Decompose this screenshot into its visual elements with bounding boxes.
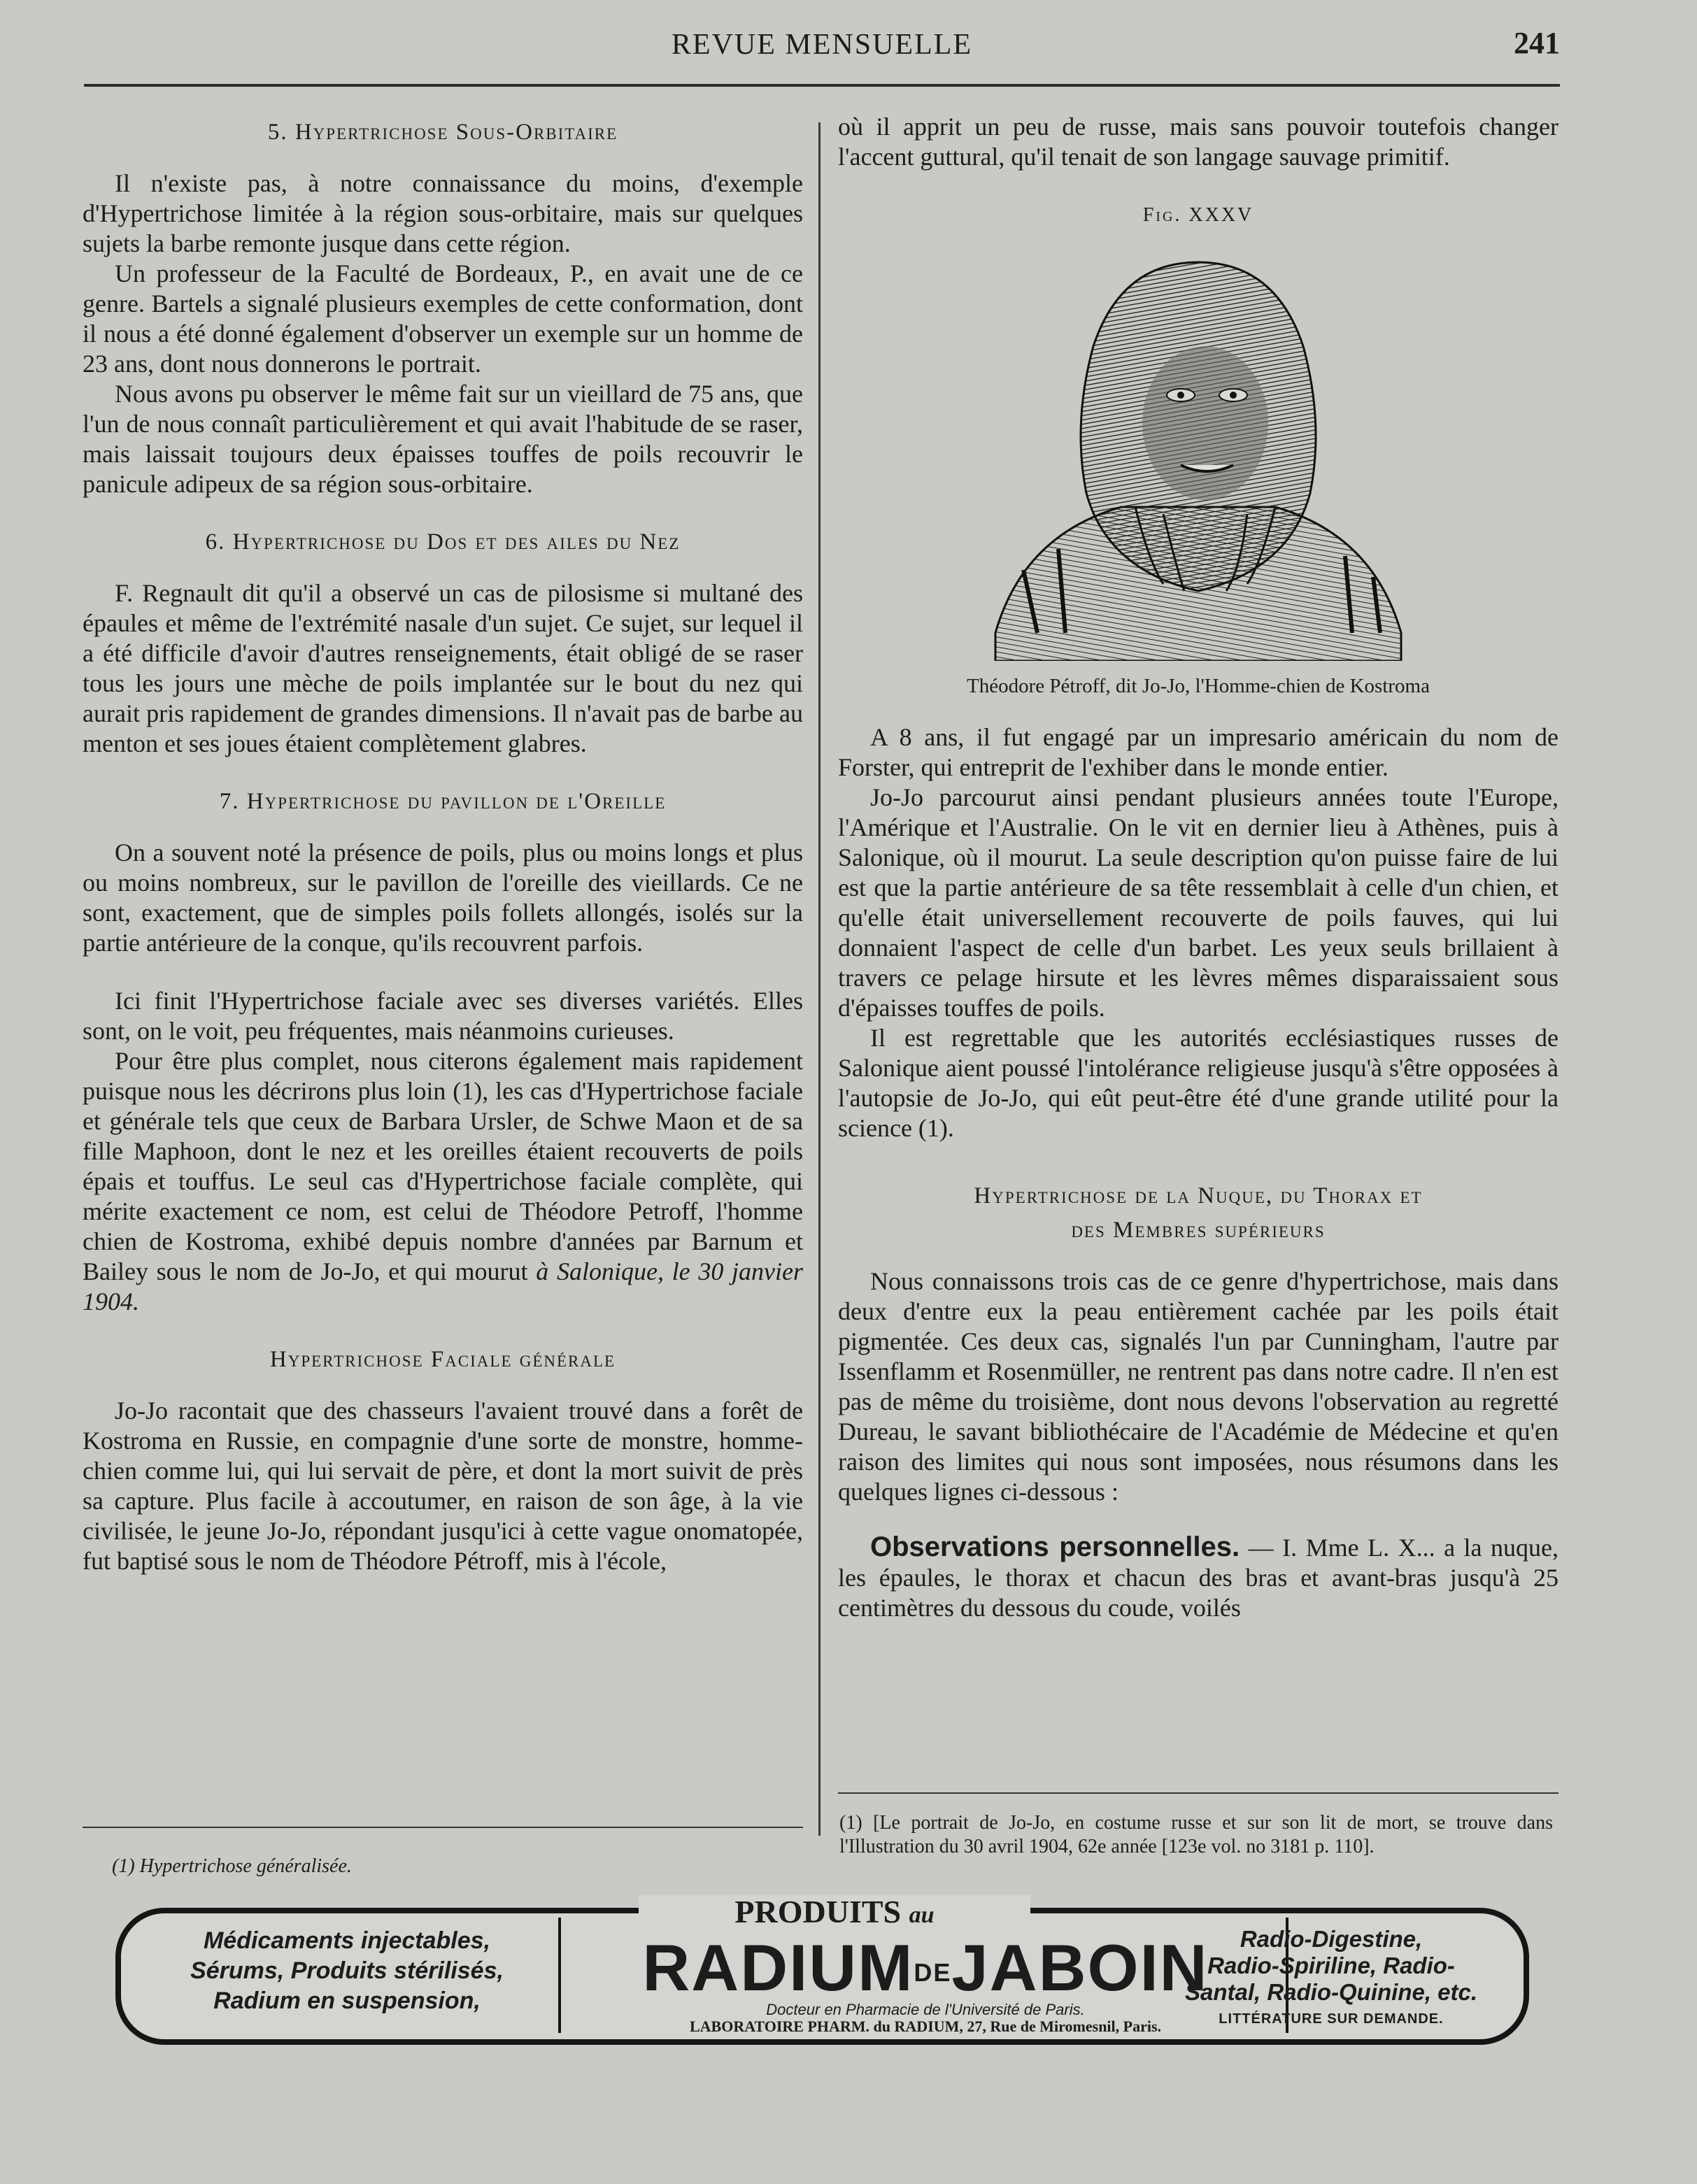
footnote: (1) [Le portrait de Jo-Jo, en costume russe et sur son lit de mort, se trouve dans l'Illustration du 30 avril 1904, 62e année [123e vol. no 3181 p. 110]. [839, 1812, 1553, 1857]
portrait-illustration [981, 241, 1415, 661]
radium-advertisement [115, 1894, 1529, 2045]
date-italic: à Salonique, le 30 janvier 1904. [83, 1257, 804, 1315]
ad-left-block [148, 1926, 546, 2016]
paragraph-text: Pour être plus complet, nous citerons également mais rapidement puisque nous les décrirons plus loin (1), les cas d'Hypertrichose faciale et générale tels que ceux de Barbara Ursler, de Schwe Maon et de sa fille Maphoon, dont le nez et les oreilles étaient recouverts de poils épais et touffus. Le seul cas d'Hypertrichose faciale complète, qui mérite exactement ce nom, est celui de Théodore Petroff, l'homme chien de Kostroma, exhibé depuis nombre d'années par Barnum et Bailey sous le nom de Jo-Jo, et qui mourut [83, 1047, 803, 1285]
footnote: (1) Hypertrichose généralisée. [112, 1855, 352, 1877]
ad-right-block [1167, 1926, 1496, 2032]
paragraph [83, 1046, 803, 1317]
section-heading: Hypertrichose de la Nuque, du Thorax et [974, 1183, 1423, 1208]
figure-caption: Théodore Pétroff, dit Jo-Jo, l'Homme-chien de Kostroma [967, 675, 1430, 697]
ad-top-banner [639, 1895, 1030, 1929]
brand-radium: RADIUM [642, 1931, 914, 2004]
paragraph: où il apprit un peu de russe, mais sans pouvoir toutefois changer l'accent guttural, qu'il tenait de son langage sauvage primitif. [838, 113, 1558, 171]
ad-right-line: Santal, Radio-Quinine, etc. [1184, 1979, 1478, 2005]
page-header [84, 15, 1560, 71]
ad-right-line: Radio-Digestine, [1240, 1926, 1423, 1952]
paragraph: Nous avons pu observer le même fait sur un vieillard de 75 ans, que l'un de nous connaît particulièrement et qui avait l'habitude de se raser, mais laissait toujours deux épaisses touffes de poils recouvrir le panicule adipeux de sa région sous-orbitaire. [83, 380, 803, 498]
paragraph: Jo-Jo racontait que des chasseurs l'avaient trouvé dans a forêt de Kostroma en Russie, en compagnie d'une sorte de monstre, homme-chien comme lui, qui lui servait de père, et dont la mort suivit de près sa capture. Plus facile à accoutumer, en raison de son âge, à la vie civilisée, le jeune Jo-Jo, répondant jusqu'ici à cette vague onomatopée, fut baptisé sous le nom de Théodore Pétroff, mis à l'école, [83, 1397, 803, 1575]
paragraph: On a souvent noté la présence de poils, plus ou moins longs et plus ou moins nombreux, sur le pavillon de l'oreille des vieillards. Ce ne sont, exactement, que de simples poils follets allongés, isolés sur la partie antérieure de la conque, qu'ils recouvrent parfois. [83, 838, 803, 957]
paragraph: Il n'existe pas, à notre connaissance du moins, d'exemple d'Hypertrichose limitée à la région sous-orbitaire, mais sur quelques sujets la barbe remonte jusque dans cette région. [83, 169, 803, 257]
ad-literature-note: LITTÉRATURE SUR DEMANDE. [1219, 2011, 1444, 2027]
page-number: 241 [1514, 26, 1560, 60]
paragraph: F. Regnault dit qu'il a observé un cas de pilosisme si multané des épaules et même de l'extrémité nasale d'un sujet. Ce sujet, sur lequel il a été difficile d'avoir d'autres renseignements, était obligé de se raser tous les jours une mèche de poils implantée sur le bout du nez qui aurait pris rapidement de grandes dimensions. Il n'avait pas de barbe au menton et ses joues étaient complètement glabres. [83, 579, 803, 757]
paragraph: Jo-Jo parcourut ainsi pendant plusieurs années toute l'Europe, l'Amérique et l'Australie. On le vit en dernier lieu à Athènes, puis à Salonique, où il mourut. La seule description qu'on puisse faire de lui est que la partie antérieure de sa tête ressemblait à celle d'un chien, et qu'elle était universellement recouverte de poils fauves, qui lui donnaient l'aspect de celle d'un barbet. Les yeux seuls brillaient à travers ce pelage hirsute et les lèvres mêmes disparaissaient sous d'épaisses touffes de poils. [838, 783, 1558, 1022]
paragraph: Un professeur de la Faculté de Bordeaux, P., en avait une de ce genre. Bartels a signalé plusieurs exemples de cette conformation, dont il nous a été donné également d'observer un exemple sur un homme de 23 ans, dont nous donnerons le portrait. [83, 259, 803, 378]
column-divider [818, 122, 821, 1836]
ad-left-line: Radium en suspension, [213, 1987, 481, 2014]
figure-label: Fig. XXXV [1142, 204, 1254, 226]
footnote-rule [838, 1792, 1558, 1794]
section-heading: des Membres supérieurs [1071, 1218, 1326, 1243]
ad-tagline: Docteur en Pharmacie de l'Université de Paris. [766, 2001, 1085, 2018]
header-rule [84, 84, 1560, 87]
paragraph [838, 1532, 1558, 1623]
left-column [83, 117, 803, 1576]
ad-left-line: Sérums, Produits stérilisés, [190, 1957, 504, 1984]
section-heading: 5. Hypertrichose Sous-Orbitaire [267, 120, 618, 145]
paragraph: A 8 ans, il fut engagé par un impresario américain du nom de Forster, qui entreprit de l'exhiber dans le monde entier. [838, 723, 1558, 781]
right-column [838, 112, 1558, 1623]
section-heading: 7. Hypertrichose du pavillon de l'Oreille [219, 789, 667, 814]
ad-separator [558, 1918, 561, 2033]
paragraph: Il est regrettable que les autorités ecclésiastiques russes de Salonique aient poussé l'intolérance religieuse jusqu'à s'être opposées à l'autopsie de Jo-Jo, qui eût peut-être été d'une grande utilité pour la science (1). [838, 1024, 1558, 1142]
paragraph: Nous connaissons trois cas de ce genre d'hypertrichose, mais dans deux d'entre eux la peau entièrement cachée par les poils était pigmentée. Ces deux cas, signalés l'un par Cunningham, l'autre par Issenflamm et Rosenmüller, ne rentrent pas dans notre cadre. Il n'en est pas de même du troisième, dont nous devons l'observation au regretté Dureau, le savant bibliothécaire de l'Académie de Médecine et qu'en raison des limites qui nous sont imposées, nous résumons dans les quelques lignes ci-dessous : [838, 1267, 1558, 1506]
ad-address: LABORATOIRE PHARM. du RADIUM, 27, Rue de Miromesnil, Paris. [689, 2018, 1162, 2035]
ad-banner-small: au [909, 1902, 935, 1928]
section-heading: Hypertrichose Faciale générale [269, 1347, 616, 1372]
observation-title: Observations personnelles. [870, 1532, 1240, 1562]
brand-jaboin: JABOIN [951, 1931, 1209, 2004]
section-heading: 6. Hypertrichose du Dos et des ailes du Nez [205, 529, 681, 555]
ad-left-line: Médicaments injectables, [203, 1927, 491, 1954]
paragraph-text: — I. Mme L. X... a la nuque, les épaules, le thorax et chacun des bras et avant-bras jusqu'à 25 centimètres du dessous du coude, voilés [838, 1534, 1558, 1622]
paragraph: Ici finit l'Hypertrichose faciale avec ses diverses variétés. Elles sont, on le voit, peu fréquentes, mais néanmoins curieuses. [83, 987, 803, 1045]
brand-de: DE [914, 1958, 952, 1987]
ad-banner-text: PRODUITS [734, 1894, 902, 1929]
footnote-rule [83, 1827, 803, 1828]
running-title: REVUE MENSUELLE [671, 29, 973, 61]
ad-right-line: Radio-Spiriline, Radio- [1207, 1953, 1455, 1978]
